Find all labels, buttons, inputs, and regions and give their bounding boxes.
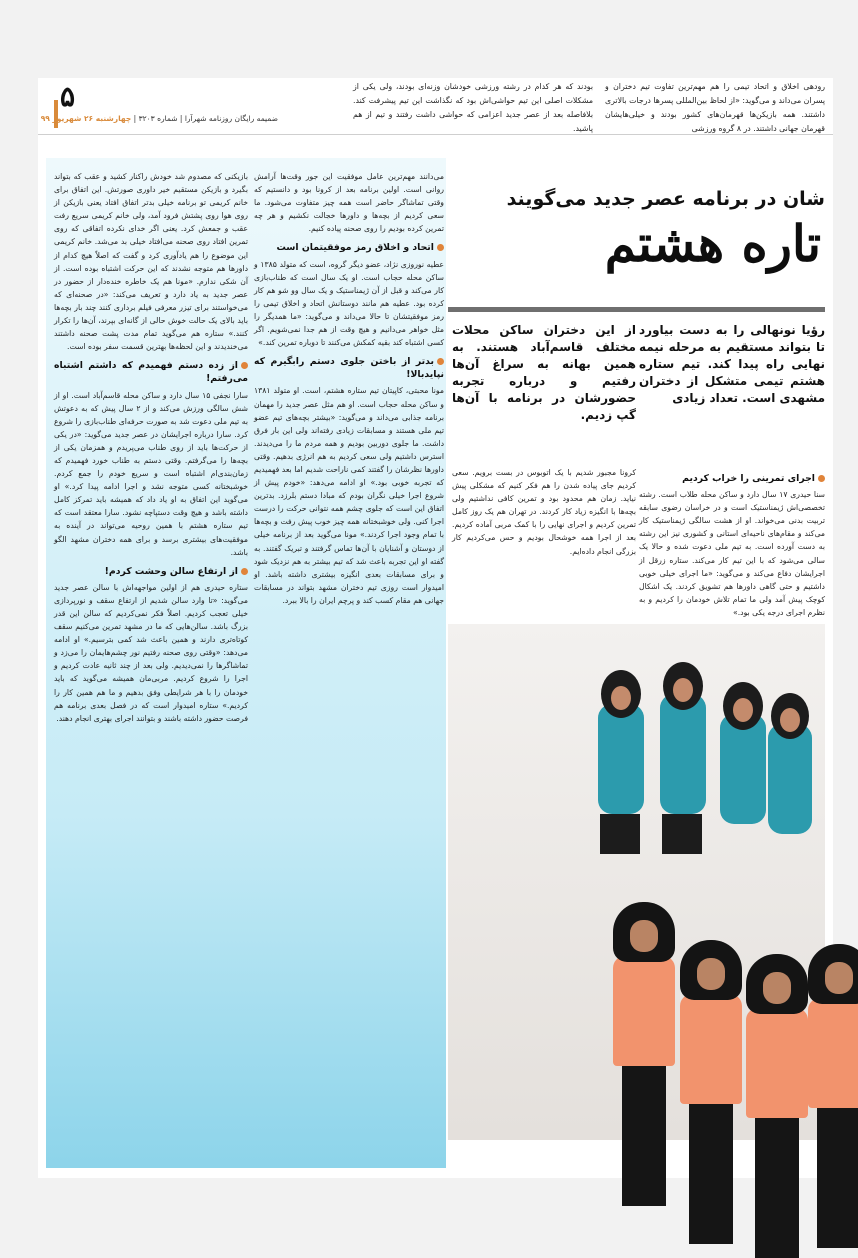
section6-title: از ارتفاع سالن وحشت کردم! — [104, 565, 238, 577]
publication-name: ضمیمه رایگان روزنامه شهرآرا — [184, 114, 278, 123]
headline-rule — [448, 307, 825, 312]
mural-illustration — [448, 624, 825, 864]
bullet-icon — [241, 568, 248, 575]
column-right-lower — [639, 466, 825, 622]
column-mid-lower — [452, 466, 636, 622]
section2-heading — [254, 241, 444, 254]
top-column-middle: بودند که هر کدام در رشته ورزشی خودشان وزنه‌ای بودند، ولی یکی از مشکلات اصلی این تیم حواشی‌اش بود که نگذاشت این تیم پیشرفت کند. بلافاصله بعد از عصر جدید اعزامی که حواشی داشت رفتند و تیم از هم پاشید. — [353, 82, 593, 133]
article-headline: تاره هشتم — [604, 214, 821, 273]
intro-left: از این دختران ساکن محلات مختلف قاسم‌آباد هستند. به همین بهانه به سراغ آن‌ها رفتیم و درباره تجربه حضورشان در برنامه با آن‌ها گپ زدیم. — [452, 323, 636, 422]
team-member-figure — [808, 944, 858, 1248]
top-divider — [38, 134, 833, 135]
top-column-right: رودهی اخلاق و اتحاد تیمی را هم مهم‌ترین تفاوت تیم دختران و پسران می‌داند و می‌گوید: «از لحاظ بین‌المللی پسرها درجات بالاتری داشتند. همه بازیکن‌ها قهرمان‌های کشور بودند و خیلی‌هایشان قهرمان جهانی داشتند. در ۸ گروه ورزشی — [605, 82, 825, 133]
column-center-left — [254, 170, 444, 1160]
section3-body: مونا محبتی، کاپیتان تیم ستاره هشتم، است. او متولد ۱۳۸۱ و ساکن محله حجاب است. او هم مثل عصر جدید را مهمان برنامه جذابی می‌داند و می‌گوید: «بیشتر بچه‌های تیم عضو تیم ملی هستند و مسابقات زیادی رفته‌اند ولی این بار فرق داشت. ما جلوی دوربین بودیم و همه مردم ما را می‌دیدند. استرس داشتیم ولی سعی کردیم به هم انرژی بدهیم. وقتی داورها نظرشان را گفتند کمی ناراحت شدیم اما بعد فهمیدیم که تجربه خوبی بود.» او ادامه می‌دهد: «خودم پیش از شروع اجرا خیلی نگران بودم که مبادا دستم بلرزد. بدترین اتفاق این است که جلوی چشم همه نتوانی حرکت را درست اجرا کنی. ولی خوشبختانه همه چیز خوب پیش رفت و بچه‌ها با تمام وجود اجرا کردند.» مونا می‌گوید بعد از برنامه خیلی از دوستان و آشنایان با آن‌ها تماس گرفتند و تبریک گفتند. به گفته او این تجربه باعث شد که تیم بیشتر به هم نزدیک شود و برای مسابقات بعدی انگیزه بیشتری داشته باشد. او امیدوار است روزی تیم دختران مشهد بتواند در مسابقات جهانی هم مقام کسب کند و پرچم ایران را بالا ببرد. — [254, 386, 444, 605]
article-kicker: شان در برنامه عصر جدید می‌گویند — [506, 188, 825, 210]
section1-heading — [639, 472, 825, 485]
section2-body-a: می‌دانند مهم‌ترین عامل موفقیت این جور وقت‌ها آرامش روانی است. اولین برنامه بعد از کرونا بود و دانستیم که وقتی تماشاگر حاضر است همه چیز متفاوت می‌شود. ما سعی کردیم از بچه‌ها و داورها خجالت نکشیم و هر چه تمرین کرده بودیم را روی صحنه پیاده کنیم. — [254, 172, 444, 234]
section1-body-a: سنا حیدری ۱۷ سال دارد و ساکن محله طلاب است. رشته تخصصی‌اش ژیمناستیک است و در خراسان رضوی سابقه تربیت بدنی می‌خواند. او از هشت سالگی ژیمناستیک کار می‌کند و مقام‌های ناحیه‌ای استانی و کشوری نیز این رشته به دست آورده است. به تیم ملی دعوت شده و حالا یک سالی می‌شود که با این تیم کار می‌کند. ستاره زرقل از اجرایشان دفاع می‌کند و می‌گوید: «ما اجرای خیلی خوبی داشتیم و حتی گاهی داورها هم تشویق کردند. یک اشکال کوچک پیش آمد ولی ما تمام تلاش خودمان را کردیم و به نظرم اجرای درجه یکی بود.» — [639, 490, 825, 617]
newspaper-page — [38, 78, 833, 1178]
section2-title: اتحاد و اخلاق رمز موفقیتمان است — [276, 242, 434, 254]
bullet-icon — [437, 244, 444, 251]
section5-body: سارا نجفی ۱۵ سال دارد و ساکن محله قاسم‌آباد است. او از شش سالگی ورزش می‌کند و از ۲ سال پیش که به دعوتش به تیم ملی دعوت شد به صورت حرفه‌ای طناب‌بازی را شروع کرد. سارا درباره اجرایشان در عصر جدید می‌گوید: «در یکی از حرکت‌ها باید از روی طناب می‌پریدم و همزمان یکی از بچه‌ها را می‌گرفتم. وقتی دستم به طناب خورد فهمیدم که زمان‌بندی‌ام اشتباه است و سریع خودم را جمع کردم. خوشبختانه کسی متوجه نشد و اجرا ادامه پیدا کرد.» او می‌گوید این اتفاق به او یاد داد که همیشه باید تمرکز کامل داشته باشد و هیچ وقت دستپاچه نشود. سارا معتقد است که تیم ستاره هشتم با همین روحیه می‌تواند در آینده به موفقیت‌های بیشتری برسد و برای همه دختران مشهد الگو باشد. — [54, 390, 248, 557]
team-member-figure — [680, 940, 742, 1244]
team-member-figure — [613, 902, 675, 1206]
page-number: ۵ — [60, 80, 76, 113]
bullet-icon — [241, 362, 248, 369]
column-far-left — [54, 170, 248, 1160]
top-strip — [38, 78, 833, 146]
bullet-icon — [818, 475, 825, 482]
section1-body-b: کرونا مجبور شدیم با یک اتوبوس در بست برویم. سعی کردیم جای پیاده شدن را هم فکر کنیم که مشکلی پیش نیاید. زمان هم محدود بود و تمرین کافی نداشتیم ولی بچه‌ها با انگیزه زیاد کار کردند. در تهران هم یک روز کامل تمرین کردیم و اجرای نهایی را با کمک مربی آماده کردیم. بعد از اجرا همه خوشحال بودیم و حس می‌کردیم کار بزرگی انجام داده‌ایم. — [452, 468, 636, 556]
intro-right: رؤیا نونهالی را به دست بیاورد تا بتواند مستقیم به مرحله نیمه نهایی راه پیدا کند. تیم ستاره هشتم تیمی متشکل از دختران مشهدی است. تعداد زیادی — [639, 323, 825, 405]
team-photo — [448, 624, 825, 1140]
section3-title: بدتر از باختن جلوی دستم رابگیرم که نپایدبالا! — [254, 356, 444, 381]
issue-date: چهارشنبه ۲۶ شهریور ۹۹ — [40, 114, 132, 123]
section3-heading — [254, 355, 444, 381]
section5-title: از زده دستم فهمیدم که داشتم اشتباه می‌رفتم! — [54, 360, 248, 385]
section6-heading — [54, 565, 248, 578]
team-member-figure — [746, 954, 808, 1258]
masthead: ضمیمه رایگان روزنامه شهرآرا | شماره ۳۲۰۳ | چهارشنبه ۲۶ شهریور ۹۹ — [40, 114, 278, 123]
issue-number: شماره ۳۲۰۳ — [138, 114, 178, 123]
section5-heading — [54, 359, 248, 385]
section6-body: ستاره حیدری هم از اولین مواجهه‌اش با سالن عصر جدید می‌گوید: «تا وارد سالن شدیم از ارتفاع سقف و نورپردازی خیلی تعجب کردیم. اصلاً فکر نمی‌کردیم که سالن این قدر بزرگ باشد. سالن‌هایی که ما در مشهد تمرین می‌کنیم سقف کوتاه‌تری دارند و همین باعث شد کمی بترسیم.» او ادامه می‌دهد: «وقتی روی صحنه رفتیم نور چشم‌هایمان را می‌زد و تماشاگرها را نمی‌دیدیم. ولی بعد از چند ثانیه عادت کردیم و اجرا را شروع کردیم. مربی‌مان همیشه می‌گوید که باید خودمان را با هر شرایطی وفق بدهیم و ما هم همین کار را کردیم.» ستاره امیدوار است که در فصل بعدی برنامه هم فرصت حضور داشته باشند و بتوانند اجرای بهتری انجام دهند. — [54, 582, 248, 723]
section2-body-b: عطیه نوروزی نژاد، عضو دیگر گروه، است که متولد ۱۳۸۵ و ساکن محله حجاب است. او یک سال است که طناب‌بازی کار می‌کند و قبل از آن ژیمناستیک و یک سال وو شو هم کار کرده بود. عطیه هم مانند دوستانش اتحاد و اخلاق تیمی را رمز موفقیتشان تا حالا می‌داند و می‌گوید: «ما همدیگر را مثل خواهر می‌دانیم و هیچ وقت از هم جدا نمی‌شویم. اگر کسی اشتباه کند بقیه کمکش می‌کنند تا دوباره تمرین کند.» — [254, 259, 445, 348]
section4-body: بازیکنی که مصدوم شد خودش راکنار کشید و عقب که بتواند بگیرد و بازیکن مستقیم خیر داوری صورتش. این اتفاق برای خانم کریمی تو برنامه خیلی بدتر اتفاق افتاد یعنی بازیکن از روی هوا روی پشتش فرود آمد، ولی خانم کریمی سریع رفت عقب و جمعش کرد. یعنی اگر خدای نکرده اتفاقی که روی تمرین افتاد روی صحنه می‌افتاد خیلی بد می‌شد. خانم کریمی این موضوع را هم یادآوری کرد و گفت که اصلاً هیچ کدام از داورها هم متوجه نشدند که این حرکت اشتباه بوده است. از آن شکی ندارم. «مونا هم یک خاطره خنده‌دار از حضور در عصر جدید به یاد دارد و تعریف می‌کند: «در صحنه‌ای که می‌خواستند برای تیزر معرفی فیلم برداری کنند چند بار بچه‌ها باید بالای یک حالت خوش حالی از گانه‌ای بپرند، آن‌ها را تکرار کنند.» ستاره هم می‌گوید تمام مدت پشت صحنه داشتند می‌خندیدند و این لحظه‌ها بهترین قسمت سفر بوده است. — [54, 172, 248, 352]
section1-title: اجرای تمرینی را خراب کردیم — [682, 473, 815, 484]
bullet-icon — [437, 358, 444, 365]
